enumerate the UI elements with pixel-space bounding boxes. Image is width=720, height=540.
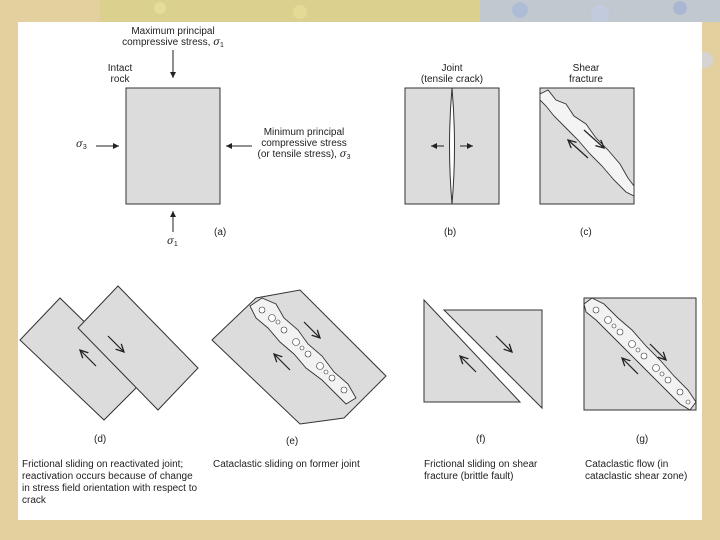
- min-stress-line3: (or tensile stress),: [257, 149, 337, 160]
- sigma1-symbol: σ: [213, 37, 221, 48]
- caption-e: Cataclastic sliding on former joint: [213, 459, 360, 470]
- panel-f-frictional-sliding-shear: [424, 300, 542, 408]
- min-stress-line1: Minimum principal: [263, 127, 345, 138]
- joint-title-line2: (tensile crack): [420, 74, 484, 85]
- panel-c-shear-fracture: [540, 88, 634, 204]
- panel-g-label: (g): [636, 434, 649, 445]
- max-stress-label: [112, 26, 234, 51]
- panel-e-cataclastic-sliding: [212, 290, 386, 424]
- caption-g: Cataclastic flow (in cataclastic shear zone): [585, 459, 688, 482]
- sigma1-bottom-symbol: σ: [167, 236, 174, 247]
- panel-f-label: (f): [476, 434, 486, 445]
- sigma1-bottom-label: [167, 236, 178, 250]
- sigma3-left-label: [76, 139, 87, 153]
- tensile-crack: [450, 88, 455, 204]
- joint-title-line1: Joint: [441, 63, 463, 74]
- max-stress-line1: Maximum principal: [131, 26, 215, 37]
- sigma1-sub: 1: [220, 42, 224, 49]
- panel-a-label: (a): [214, 227, 227, 238]
- shear-title: [556, 63, 616, 85]
- panel-d-label: (d): [94, 434, 107, 445]
- shear-title-line2: fracture: [569, 74, 603, 85]
- intact-rock-block: [126, 88, 220, 204]
- max-stress-line2: compressive stress,: [122, 37, 211, 48]
- sigma3-left-sub: 3: [82, 144, 87, 151]
- sigma3-left-symbol: σ: [76, 139, 83, 150]
- sigma1-bottom-sub: 1: [173, 241, 178, 248]
- panel-b-label: (b): [444, 227, 457, 238]
- caption-d: Frictional sliding on reactivated joint; reactivation occurs because of change in stress field orientation with respect to crack: [22, 459, 198, 506]
- intact-line1: Intact: [107, 63, 133, 74]
- panel-b-joint: [405, 88, 499, 204]
- min-stress-label: [244, 127, 364, 163]
- sigma3-right-symbol: σ: [339, 149, 347, 160]
- caption-f: Frictional sliding on shear fracture (brittle fault): [424, 459, 538, 482]
- intact-line2: rock: [110, 74, 130, 85]
- panel-d-frictional-sliding-joint: [20, 286, 198, 420]
- intact-rock-label: [98, 63, 142, 85]
- panel-c-label: (c): [580, 227, 592, 238]
- joint-title: [410, 63, 494, 85]
- sigma3-right-sub: 3: [346, 154, 351, 161]
- panel-e-label: (e): [286, 436, 299, 447]
- shear-title-line1: Shear: [572, 63, 600, 74]
- min-stress-line2: compressive stress: [261, 138, 347, 149]
- panel-g-cataclastic-flow: [584, 298, 696, 410]
